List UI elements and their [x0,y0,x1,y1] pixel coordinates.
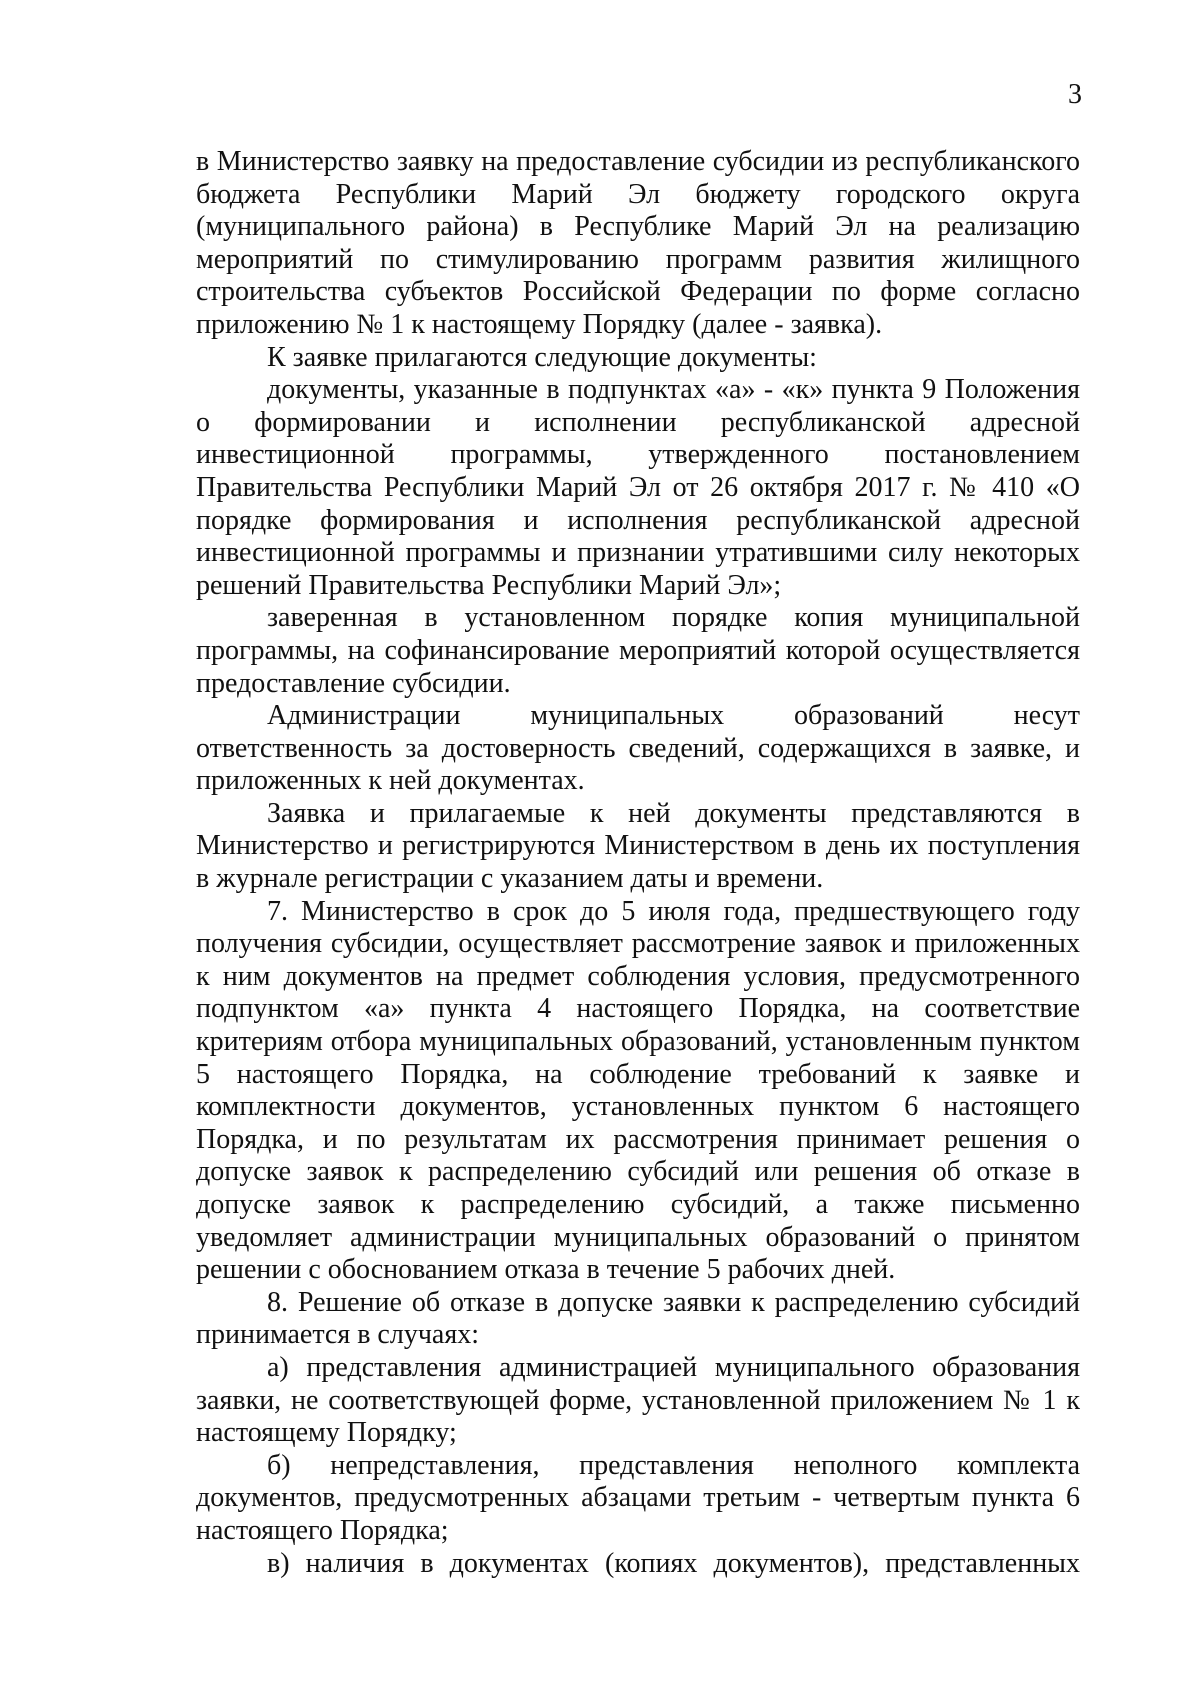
page-number: 3 [1068,79,1082,110]
paragraph: Заявка и прилагаемые к ней документы представляются в Министерство и регистрируются Министерством в день их поступления в журнале регистрации с указанием даты и времени. [196,797,1080,895]
paragraph: в) наличия в документах (копиях документов), представленных [267,1547,1080,1579]
paragraph: 8. Решение об отказе в допуске заявки к распределению субсидий принимается в случаях: [196,1286,1080,1351]
document-body [196,146,1080,1580]
paragraph: а) представления администрацией муниципального образования заявки, не соответствующей форме, установленной приложением № 1 к настоящему Порядку; [196,1351,1080,1449]
paragraph: 7. Министерство в срок до 5 июля года, предшествующего году получения субсидии, осуществляет рассмотрение заявок и приложенных к ним документов на предмет соблюдения условия, предусмотренного подпунктом «а» пункта 4 настоящего Порядка, на соответствие критериям отбора муниципальных образований, установленным пунктом 5 настоящего Порядка, на соблюдение требований к заявке и комплектности документов, установленных пунктом 6 настоящего Порядка, и по результатам их рассмотрения принимает решения о допуске заявок к распределению субсидий или решения об отказе в допуске заявок к распределению субсидий, а также письменно уведомляет администрации муниципальных образований о принятом решении с обоснованием отказа в течение 5 рабочих дней. [196,895,1080,1286]
paragraph: документы, указанные в подпунктах «а» - «к» пункта 9 Положения о формировании и исполнении республиканской адресной инвестиционной программы, утвержденного постановлением Правительства Республики Марий Эл от 26 октября 2017 г. № 410 «О порядке формирования и исполнения республиканской адресной инвестиционной программы и признании утратившими силу некоторых решений Правительства Республики Марий Эл»; [196,374,1080,601]
paragraph: заверенная в установленном порядке копия муниципальной программы, на софинансирование мероприятий которой осуществляется предоставление субсидии. [196,602,1080,699]
paragraph: б) непредставления, представления неполного комплекта документов, предусмотренных абзацами третьим - четвертым пункта 6 настоящего Порядка; [196,1449,1080,1546]
paragraph: в Министерство заявку на предоставление субсидии из республиканского бюджета Республики Марий Эл бюджету городского округа (муниципального района) в Республике Марий Эл на реализацию мероприятий по стимулированию программ развития жилищного строительства субъектов Российской Федерации по форме согласно приложению № 1 к настоящему Порядку (далее - заявка). [196,146,1080,340]
paragraph: К заявке прилагаются следующие документы: [267,341,817,373]
paragraph: Администрации муниципальных образований несут ответственность за достоверность сведений, содержащихся в заявке, и приложенных к ней документах. [196,700,1080,797]
